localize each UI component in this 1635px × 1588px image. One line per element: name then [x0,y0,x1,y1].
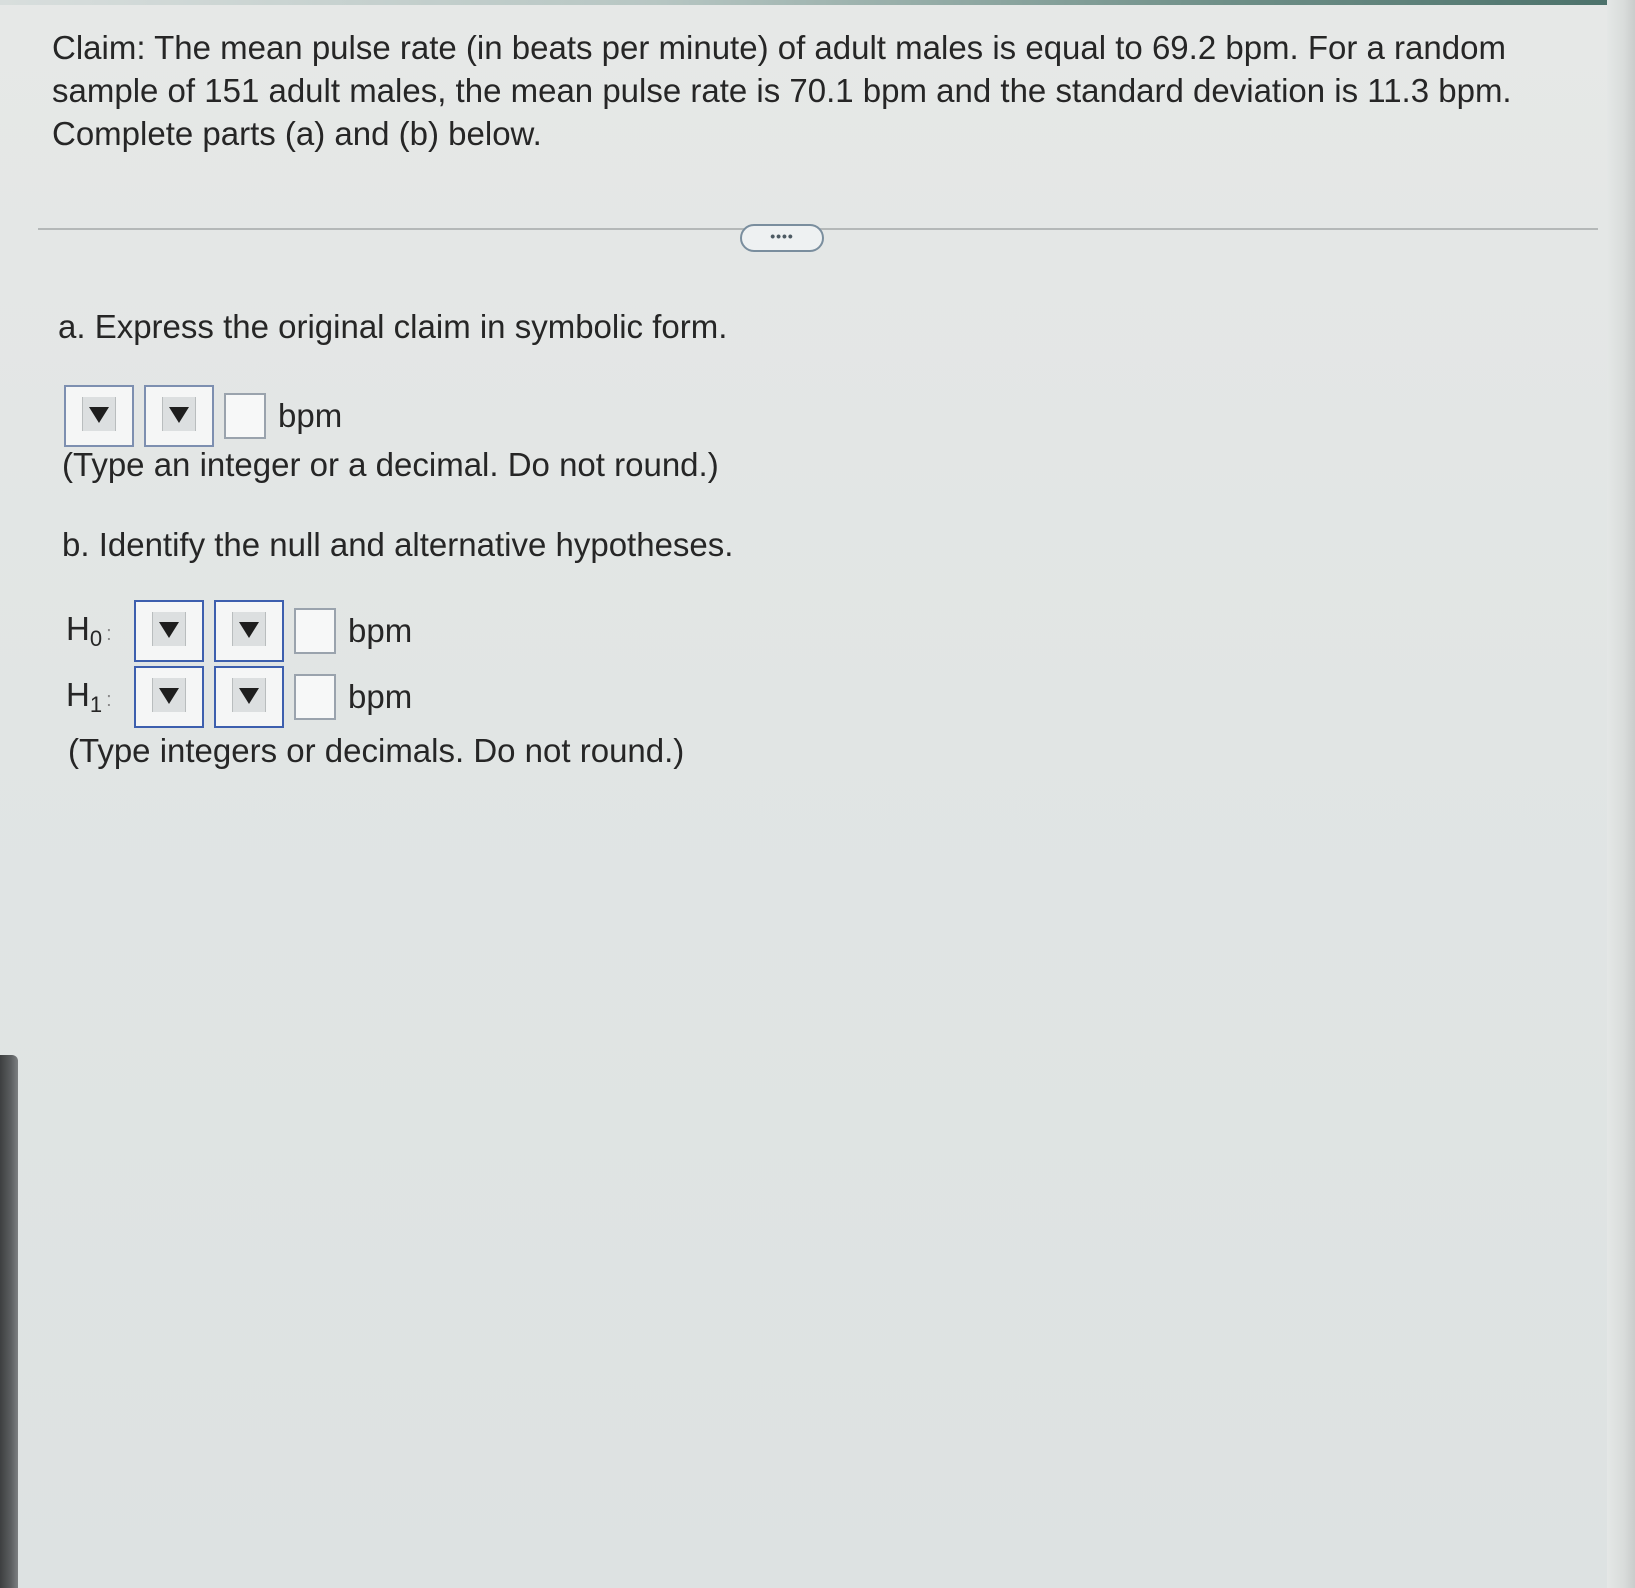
h1-value-input[interactable] [294,674,336,720]
top-edge-strip [0,0,1635,5]
caret-down-icon [232,678,266,712]
question-text: Claim: The mean pulse rate (in beats per minute) of adult males is equal to 69.2 bpm. For a random sample of 151 adult males, the mean pulse rate is 70.1 bpm and the standard deviation is 11.3 bpm. Complete parts (a) and (b) below. [52,29,1512,152]
part-a-answer-row [64,383,342,449]
alternative-hypothesis-label: $H_1$ : [66,676,112,717]
h0-parameter-dropdown[interactable] [134,600,204,662]
part-a-hint: (Type an integer or a decimal. Do not round.) [62,446,719,483]
scrollbar-thumb[interactable] [0,1055,18,1588]
caret-down-icon [152,678,186,712]
part-a-value-input[interactable] [224,393,266,439]
caret-down-icon [232,612,266,646]
part-a-unit-label: bpm [278,397,343,434]
h0-answer-row [134,598,412,664]
h0-unit-label: bpm [348,612,413,649]
h1-parameter-dropdown[interactable] [134,666,204,728]
h1-unit-label: bpm [348,678,413,715]
part-a-prompt: a. Express the original claim in symbolic form. [58,308,728,345]
caret-down-icon [152,612,186,646]
part-a-operator-dropdown[interactable] [144,385,214,447]
null-hypothesis-label: $H_0$ : [66,610,112,651]
expand-more-button[interactable]: •••• [740,224,824,252]
h1-operator-dropdown[interactable] [214,666,284,728]
caret-down-icon [162,397,196,431]
h1-answer-row [134,664,412,730]
part-b-prompt: b. Identify the null and alternative hypotheses. [62,526,734,563]
right-edge-shadow [1607,0,1635,1588]
caret-down-icon [82,397,116,431]
part-a-parameter-dropdown[interactable] [64,385,134,447]
h0-operator-dropdown[interactable] [214,600,284,662]
h0-value-input[interactable] [294,608,336,654]
part-b-hint: (Type integers or decimals. Do not round.) [68,732,685,769]
